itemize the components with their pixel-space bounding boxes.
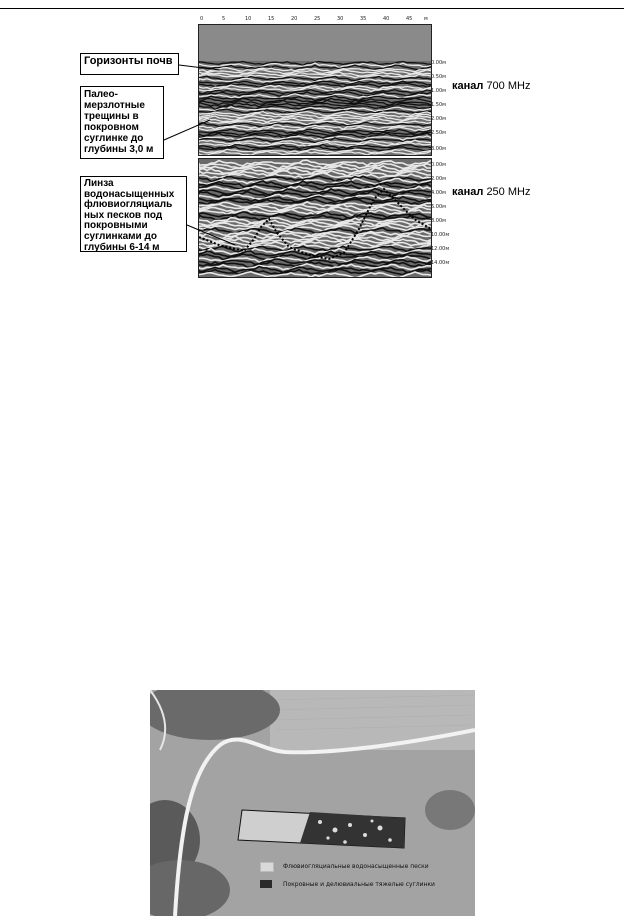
distance-tick: 30 (337, 16, 344, 22)
distance-axis (198, 16, 430, 24)
legend-swatch-sands (260, 862, 274, 872)
depth-axis-250mhz (431, 160, 453, 276)
depth-tick: 3.00м (431, 146, 446, 152)
depth-tick: 0.00м (431, 60, 446, 66)
distance-tick: 5 (222, 16, 226, 22)
distance-tick: 35 (360, 16, 367, 22)
depth-tick: 12.00м (431, 246, 450, 252)
depth-tick: 2.00м (431, 116, 446, 122)
channel-frequency: 700 MHz (486, 80, 531, 92)
depth-tick: 8.00м (431, 218, 446, 224)
depth-tick: 10.00м (431, 232, 450, 238)
depth-tick: 4.00м (431, 190, 446, 196)
distance-tick: 45 (406, 16, 413, 22)
distance-tick: 10 (245, 16, 252, 22)
depth-tick: 1.00м (431, 88, 446, 94)
distance-tick: 40 (383, 16, 390, 22)
radargram-700mhz (198, 24, 432, 156)
depth-tick: 0.00м (431, 162, 446, 168)
channel-label-250mhz (452, 186, 530, 198)
distance-tick: 25 (314, 16, 321, 22)
radargram-figure (0, 0, 624, 290)
callout-soil-horizons: Горизонты почв (80, 53, 179, 75)
distance-unit: м (424, 16, 428, 22)
radargram-250mhz (198, 158, 432, 278)
depth-tick: 2.00м (431, 176, 446, 182)
channel-frequency: 250 MHz (486, 186, 531, 198)
callout-sand-lens: Линза водонасыщенных флювиогляциаль ных песков под покровными суглинками до глубины 6-14 м (80, 176, 187, 252)
channel-word: канал (452, 80, 484, 92)
distance-tick: 15 (268, 16, 275, 22)
depth-tick: 14.00м (431, 260, 450, 266)
depth-tick: 2.50м (431, 130, 446, 136)
legend-label-sands: Флювиогляциальные водонасыщенные пески (283, 863, 429, 870)
distance-tick: 20 (291, 16, 298, 22)
radargram-700mhz-image (199, 25, 431, 155)
legend-swatch-loams (260, 880, 272, 888)
depth-tick: 6.00м (431, 204, 446, 210)
radargram-250mhz-image (199, 159, 431, 277)
aerial-photo (150, 690, 475, 916)
depth-tick: 0.50м (431, 74, 446, 80)
depth-axis-700mhz (431, 56, 451, 156)
legend-label-loams: Покровные и делювиальные тяжелые суглинки (283, 881, 435, 888)
callout-paleo-cracks: Палео- мерзлотные трещины в покровном суглинке до глубины 3,0 м (80, 86, 164, 159)
depth-tick: 1.50м (431, 102, 446, 108)
channel-label-700mhz (452, 80, 530, 92)
distance-tick: 0 (200, 16, 204, 22)
survey-area-loam-zone (300, 812, 405, 848)
channel-word: канал (452, 186, 484, 198)
